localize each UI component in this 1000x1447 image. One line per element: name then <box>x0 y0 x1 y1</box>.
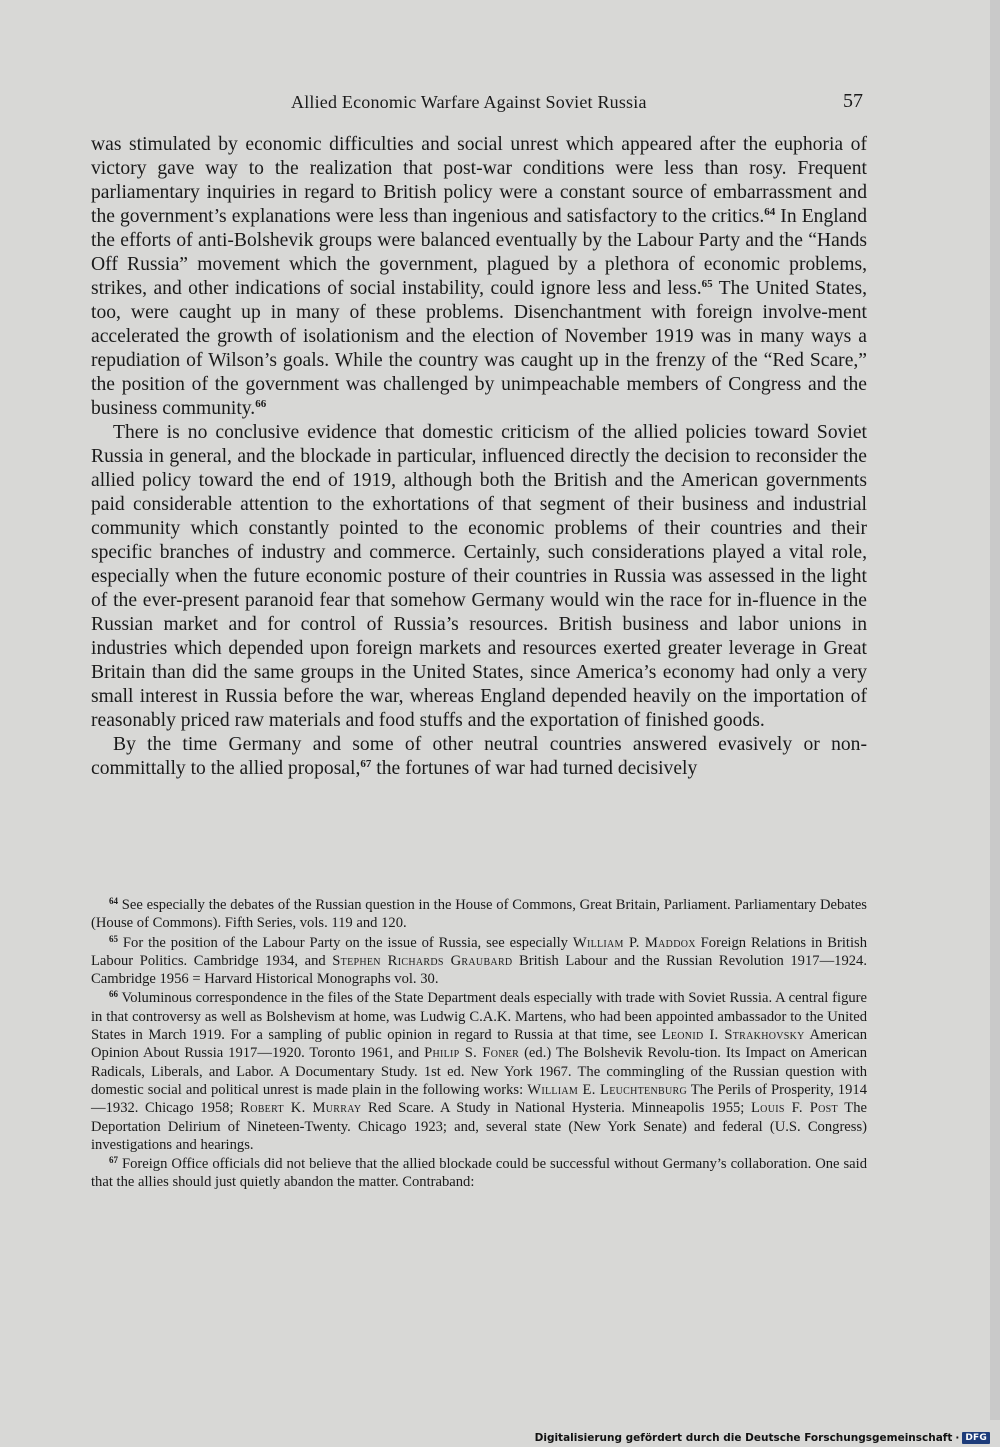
author-name: William P. Maddox <box>572 934 696 951</box>
page-number: 57 <box>843 90 863 112</box>
paragraph-1-text-b: In England the efforts of anti-Bolshevik groups were balanced eventually by the Labour Party and the “Hands Off Russia” movement which the government, plagued by a plethora of economic problems, strikes, and other indications of social instability, could ignore less and less. <box>91 206 867 299</box>
footnote-65-text-2: Foreign Relations in British Labour Politics. Cambridge 1934, and <box>91 934 867 969</box>
digitization-credit <box>535 1430 990 1446</box>
footnotes <box>91 896 867 1193</box>
footnote-marker-64: 64 <box>109 896 118 906</box>
body-text <box>91 133 867 781</box>
author-name: Louis F. Post <box>750 1100 838 1117</box>
running-title: Allied Economic Warfare Against Soviet Russia <box>291 92 647 112</box>
credit-text: Digitalisierung gefördert durch die Deutsche Forschungsgemeinschaft <box>534 1432 953 1444</box>
author-name: Stephen Richards Graubard <box>332 952 513 969</box>
author-name: Philip S. Foner <box>424 1045 520 1062</box>
footnote-66-text-1: Voluminous correspondence in the files of the State Department deals especially with trade with Soviet Russia. A central figure in that controversy as well as Bolshevism at home, was Ludwig C.A.K. Martens, who had been appointed ambassador to the United States in March 1919. For a sampling of public opinion in regard to Russia at that time, see <box>91 990 867 1044</box>
footnote-64 <box>91 896 867 933</box>
author-name: Leonid I. Strakhovsky <box>661 1027 805 1044</box>
scan-edge <box>990 0 1000 1420</box>
paragraph-1-text-a: was stimulated by economic difficulties and social unrest which appeared after the euphoria of victory gave way to the realization that post-war conditions were less than rosy. Frequent parliamentary inquiries in regard to British policy were a constant source of embarrassment and the government’s explanations were less than ingenious and satisfactory to the critics. <box>91 134 867 227</box>
footnote-66-text-5: Red Scare. A Study in National Hysteria. Minneapolis 1955; <box>361 1100 751 1117</box>
footnote-marker-67: 67 <box>109 1155 118 1166</box>
credit-separator: · <box>955 1432 960 1444</box>
footnote-66-text-2: American Opinion About Russia 1917—1920. Toronto 1961, and <box>91 1027 867 1062</box>
footnote-marker-66: 66 <box>109 989 118 1000</box>
paragraph-3 <box>91 733 867 781</box>
footnote-ref-66[interactable]: 66 <box>255 398 267 410</box>
footnote-ref-67[interactable]: 67 <box>360 758 372 770</box>
paragraph-2: There is no conclusive evidence that domestic criticism of the allied policies toward Soviet Russia in general, and the blockade in particular, influenced directly the decision to reconsider the allied policy toward the end of 1919, although both the British and the American governments paid considerable attention to the exhortations of that segment of their business and industrial community which constantly pointed to the economic problems of their countries and their specific branches of industry and commerce. Certainly, such considerations played a vital role, especially when the future economic posture of their countries in Russia was assessed in the light of the ever-present paranoid fear that somehow Germany would win the race for in-fluence in the Russian market and for control of Russia’s resources. British business and labor unions in industries which depended upon foreign markets and resources exerted greater leverage in Great Britain than did the same groups in the United States, since America’s economy had only a very small interest in Russia before the war, whereas England depended heavily on the importation of reasonably priced raw materials and food stuffs and the exportation of finished goods. <box>91 422 867 731</box>
dfg-logo[interactable]: DFG <box>962 1432 990 1444</box>
author-name: William E. Leuchtenburg <box>527 1081 687 1098</box>
footnote-65-text-1: For the position of the Labour Party on the issue of Russia, see especially <box>122 934 573 951</box>
footnote-ref-64[interactable]: 64 <box>764 206 776 218</box>
footnote-67-text: Foreign Office officials did not believe that the allied blockade could be successful without Germany’s collaboration. One said that the allies should just quietly abandon the matter. Contraband: <box>91 1156 867 1191</box>
footnote-66-text-6: The Deportation Delirium of Nineteen-Twenty. Chicago 1923; and, several state (New York Senate) and federal (U.S. Congress) investigations and hearings. <box>91 1100 867 1153</box>
paragraph-3-text-b: the fortunes of war had turned decisively <box>371 758 698 779</box>
footnote-65-text-3: British Labour and the Russian Revolution 1917—1924. Cambridge 1956 = Harvard Historical Monographs vol. 30. <box>91 952 867 988</box>
footnote-marker-65: 65 <box>109 933 118 944</box>
paragraph-1-text-c: The United States, too, were caught up in many of these problems. Disenchantment with foreign involve-ment accelerated the growth of isolationism and the election of November 1919 was in many ways a repudiation of Wilson’s goals. While the country was caught up in the frenzy of the “Red Scare,” the position of the government was challenged by unimpeachable members of Congress and the business community. <box>91 278 867 419</box>
footnote-ref-65[interactable]: 65 <box>701 278 713 290</box>
footnote-67 <box>91 1155 867 1192</box>
page-header <box>91 90 867 120</box>
footnote-65 <box>91 934 867 989</box>
paragraph-1 <box>91 133 867 421</box>
footnote-66 <box>91 989 867 1154</box>
footnote-66-text-4: The Perils of Prosperity, 1914—1932. Chicago 1958; <box>91 1081 867 1117</box>
author-name: Robert K. Murray <box>240 1100 362 1117</box>
footnote-64-text: See especially the debates of the Russian question in the House of Commons, Great Britain, Parliament. Parliamentary Debates (House of Commons). Fifth Series, vols. 119 and 120. <box>91 897 867 932</box>
paragraph-3-text-a: By the time Germany and some of other neutral countries answered evasively or non-committally to the allied proposal, <box>91 734 867 779</box>
footnote-66-text-3: (ed.) The Bolshevik Revolu-tion. Its Impact on American Radicals, Liberals, and Labor. A Documentary Study. 1st ed. New York 1967. The commingling of the Russian question with domestic social and political unrest is made plain in the following works: <box>91 1045 867 1098</box>
